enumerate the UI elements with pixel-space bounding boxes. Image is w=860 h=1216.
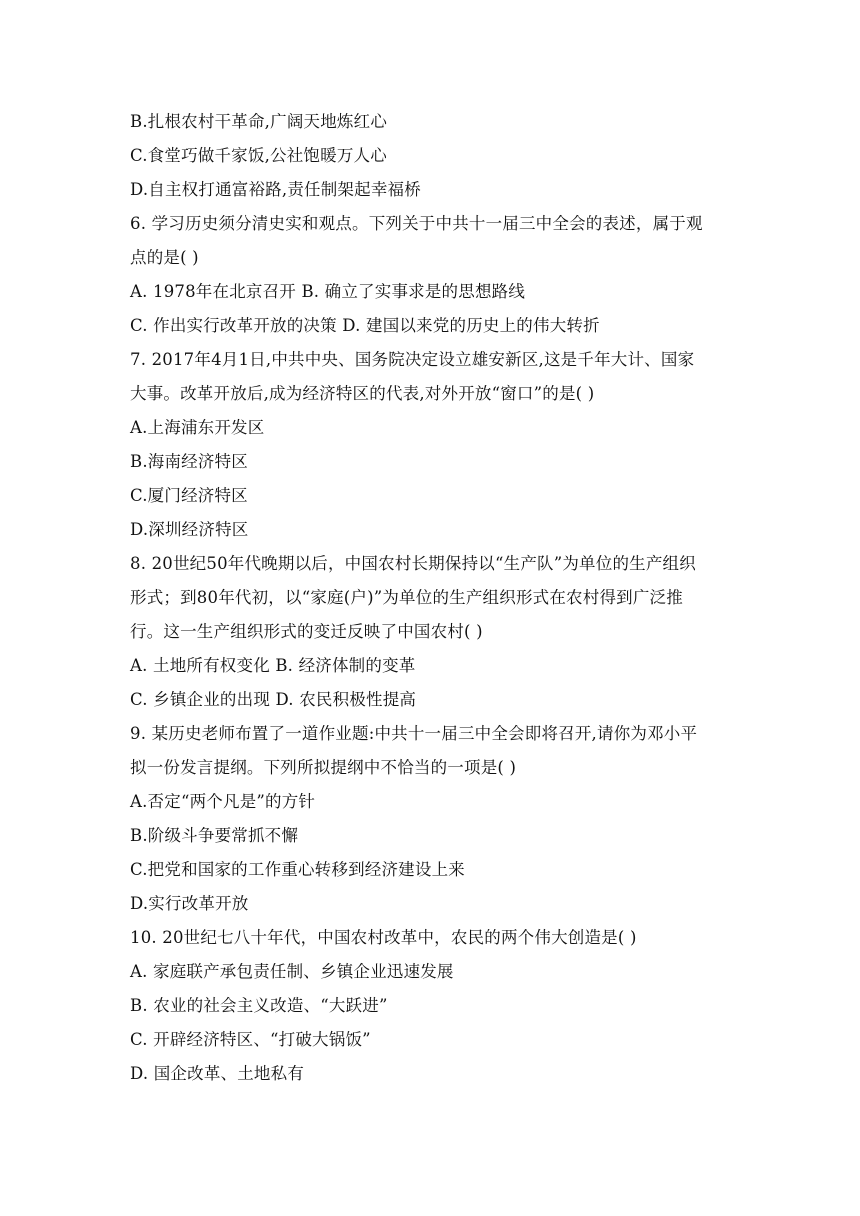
- q7-option-b: B.海南经济特区: [130, 452, 248, 471]
- q10-stem: 10. 20世纪七八十年代，中国农村改革中，农民的两个伟大创造是( ): [130, 928, 637, 947]
- q10-option-d: D. 国企改革、土地私有: [130, 1064, 305, 1083]
- q9-option-d: D.实行改革开放: [130, 894, 249, 913]
- q8-options-cd: C. 乡镇企业的出现 D. 农民积极性提高: [130, 690, 417, 709]
- q6-stem-line-1: 6. 学习历史须分清史实和观点。下列关于中共十一届三中全会的表述，属于观: [130, 214, 703, 233]
- q5-option-d: D.自主权打通富裕路,责任制架起幸福桥: [130, 180, 421, 199]
- q7-option-d: D.深圳经济特区: [130, 520, 249, 539]
- q9-option-a: A.否定“两个凡是”的方针: [130, 792, 316, 811]
- q9-option-b: B.阶级斗争要常抓不懈: [130, 826, 299, 845]
- q8-stem-line-1: 8. 20世纪50年代晚期以后，中国农村长期保持以“生产队”为单位的生产组织: [130, 554, 696, 573]
- q10-option-b: B. 农业的社会主义改造、“大跃进”: [130, 996, 388, 1015]
- q9-stem-line-1: 9. 某历史老师布置了一道作业题:中共十一届三中全会即将召开,请你为邓小平: [130, 724, 698, 743]
- q10-option-a: A. 家庭联产承包责任制、乡镇企业迅速发展: [130, 962, 454, 981]
- q8-options-ab: A. 土地所有权变化 B. 经济体制的变革: [130, 656, 416, 675]
- q6-options-cd: C. 作出实行改革开放的决策 D. 建国以来党的历史上的伟大转折: [130, 316, 600, 335]
- q7-stem-line-1: 7. 2017年4月1日,中共中央、国务院决定设立雄安新区,这是千年大计、国家: [130, 350, 695, 369]
- q5-option-c: C.食堂巧做千家饭,公社饱暖万人心: [130, 146, 387, 165]
- q6-stem-line-2: 点的是( ): [130, 248, 199, 267]
- q8-stem-line-2: 形式；到80年代初，以“家庭(户)”为单位的生产组织形式在农村得到广泛推: [130, 588, 683, 607]
- q7-option-c: C.厦门经济特区: [130, 486, 248, 505]
- q10-option-c: C. 开辟经济特区、“打破大锅饭”: [130, 1030, 371, 1049]
- q6-options-ab: A. 1978年在北京召开 B. 确立了实事求是的思想路线: [130, 282, 526, 301]
- q5-option-b: B.扎根农村干革命,广阔天地炼红心: [130, 112, 388, 131]
- q9-stem-line-2: 拟一份发言提纲。下列所拟提纲中不恰当的一项是( ): [130, 758, 517, 777]
- q7-stem-line-2: 大事。改革开放后,成为经济特区的代表,对外开放“窗口”的是( ): [130, 384, 595, 403]
- q8-stem-line-3: 行。这一生产组织形式的变迁反映了中国农村( ): [130, 622, 483, 641]
- q9-option-c: C.把党和国家的工作重心转移到经济建设上来: [130, 860, 465, 879]
- q7-option-a: A.上海浦东开发区: [130, 418, 265, 437]
